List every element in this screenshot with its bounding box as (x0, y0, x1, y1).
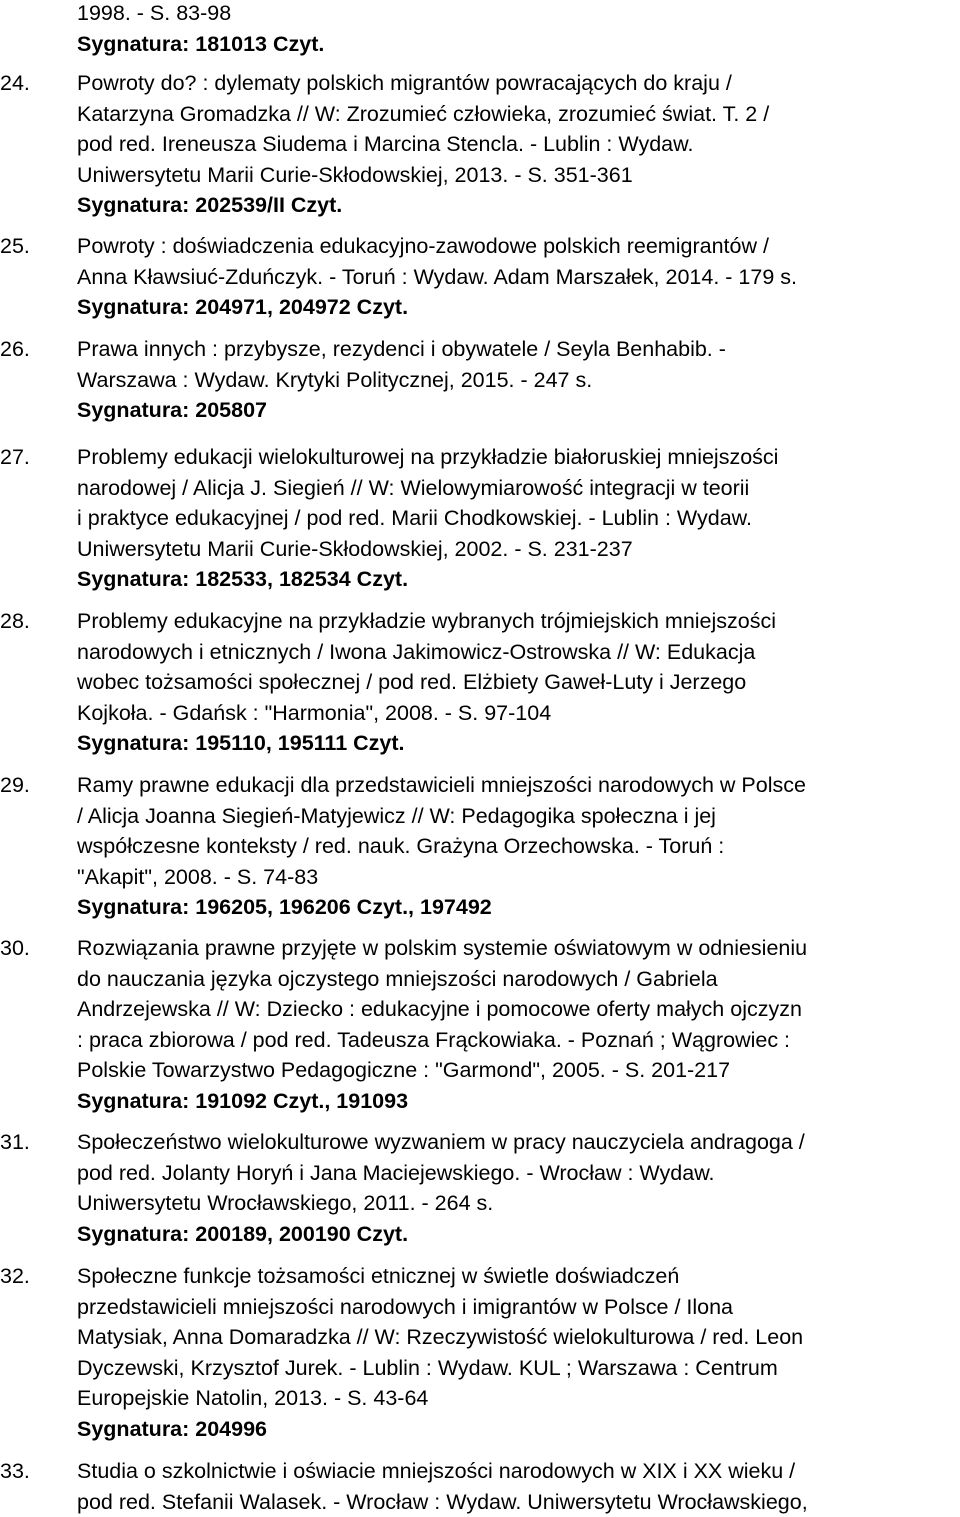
entry-line: Prawa innych : przybysze, rezydenci i obywatele / Seyla Benhabib. - (77, 337, 726, 361)
entry-line: Europejskie Natolin, 2013. - S. 43-64 (77, 1386, 429, 1410)
entry-line: Powroty do? : dylematy polskich migrantów powracających do kraju / (77, 71, 732, 95)
entry-line: wobec tożsamości społecznej / pod red. Elżbiety Gaweł-Luty i Jerzego (77, 670, 747, 694)
entry-line: Uniwersytetu Wrocławskiego, 2011. - 264 s. (77, 1191, 494, 1215)
entry-signature: Sygnatura: 200189, 200190 Czyt. (77, 1221, 409, 1246)
entry-line: do nauczania języka ojczystego mniejszości narodowych / Gabriela (77, 966, 718, 991)
entry-line: Problemy edukacji wielokulturowej na przykładzie białoruskiej mniejszości (77, 445, 779, 469)
entry-number: 27. (0, 445, 30, 469)
entry-number: 29. (0, 773, 30, 797)
entry-signature: Sygnatura: 202539/II Czyt. (77, 193, 343, 217)
entry-signature: Sygnatura: 204971, 204972 Czyt. (77, 295, 409, 319)
entry-line: Społeczne funkcje tożsamości etnicznej w świetle doświadczeń (77, 1264, 680, 1288)
entry-number: 31. (0, 1130, 30, 1154)
entry-line: Powroty : doświadczenia edukacyjno-zawodowe polskich reemigrantów / (77, 234, 769, 258)
entry-number: 30. (0, 936, 30, 960)
entry-line: narodowej / Alicja J. Siegień // W: Wielowymiarowość integracji w teorii (77, 475, 750, 500)
entry-line: "Akapit", 2008. - S. 74-83 (77, 864, 319, 889)
entry-line: Kojkoła. - Gdańsk : "Harmonia", 2008. - S. 97-104 (77, 700, 552, 725)
entry-number: 26. (0, 337, 30, 361)
entry-line: pod red. Ireneusza Siudema i Marcina Stencla. - Lublin : Wydaw. (77, 132, 694, 156)
entry-line: pod red. Stefanii Walasek. - Wrocław : Wydaw. Uniwersytetu Wrocławskiego, (77, 1489, 808, 1514)
entry-line: narodowych i etnicznych / Iwona Jakimowicz-Ostrowska // W: Edukacja (77, 639, 756, 664)
entry-line: Uniwersytetu Marii Curie-Skłodowskiej, 2013. - S. 351-361 (77, 162, 633, 187)
entry-line: : praca zbiorowa / pod red. Tadeusza Frąckowiaka. - Poznań ; Wągrowiec : (77, 1027, 791, 1052)
entry-number: 25. (0, 234, 30, 258)
entry-line: Studia o szkolnictwie i oświacie mniejszości narodowych w XIX i XX wieku / (77, 1459, 796, 1483)
entry-line: Ramy prawne edukacji dla przedstawicieli mniejszości narodowych w Polsce (77, 773, 806, 797)
entry-line: Katarzyna Gromadzka // W: Zrozumieć człowieka, zrozumieć świat. T. 2 / (77, 101, 770, 126)
entry-line: Warszawa : Wydaw. Krytyki Politycznej, 2015. - 247 s. (77, 367, 593, 392)
entry-signature: Sygnatura: 205807 (77, 398, 268, 422)
entry-signature-main: Sygnatura: 196205, 196206 Czyt. (77, 895, 409, 919)
entry-signature-extra: , 191093 (324, 1088, 409, 1113)
entry-line: Rozwiązania prawne przyjęte w polskim systemie oświatowym w odniesieniu (77, 936, 808, 960)
entry-signature-extra: , 197492 (408, 895, 492, 919)
entry-signature-main: Sygnatura: 191092 Czyt. (77, 1088, 325, 1113)
entry-line: Matysiak, Anna Domaradzka // W: Rzeczywistość wielokulturowa / red. Leon (77, 1325, 804, 1349)
entry-number: 33. (0, 1459, 30, 1483)
entry-signature: Sygnatura: 204996 (77, 1416, 268, 1441)
entry-line: 1998. - S. 83-98 (77, 1, 232, 25)
entry-line: pod red. Jolanty Horyń i Jana Maciejewskiego. - Wrocław : Wydaw. (77, 1160, 715, 1185)
entry-number: 28. (0, 609, 30, 633)
entry-line: Andrzejewska // W: Dziecko : edukacyjne i pomocowe oferty małych ojczyzn (77, 997, 802, 1021)
entry-line: Uniwersytetu Marii Curie-Skłodowskiej, 2002. - S. 231-237 (77, 536, 633, 561)
entry-line: Anna Kławsiuć-Zduńczyk. - Toruń : Wydaw. Adam Marszałek, 2014. - 179 s. (77, 264, 797, 289)
entry-signature (77, 892, 957, 923)
entry-signature: Sygnatura: 181013 Czyt. (77, 31, 325, 56)
entry-line: Społeczeństwo wielokulturowe wyzwaniem w pracy nauczyciela andragoga / (77, 1130, 805, 1154)
entry-number: 24. (0, 71, 30, 95)
entry-line: Polskie Towarzystwo Pedagogiczne : "Garmond", 2005. - S. 201-217 (77, 1058, 731, 1082)
entry-line: przedstawicieli mniejszości narodowych i imigrantów w Polsce / Ilona (77, 1294, 734, 1319)
entry-line: / Alicja Joanna Siegień-Matyjewicz // W: Pedagogika społeczna i jej (77, 803, 716, 828)
entry-number: 32. (0, 1264, 30, 1288)
entry-signature: Sygnatura: 195110, 195111 Czyt. (77, 731, 405, 755)
entry-line: Problemy edukacyjne na przykładzie wybranych trójmiejskich mniejszości (77, 609, 777, 633)
entry-line: współczesne konteksty / red. nauk. Grażyna Orzechowska. - Toruń : (77, 834, 725, 858)
entry-line: i praktyce edukacyjnej / pod red. Marii Chodkowskiej. - Lublin : Wydaw. (77, 506, 752, 530)
entry-line: Dyczewski, Krzysztof Jurek. - Lublin : Wydaw. KUL ; Warszawa : Centrum (77, 1355, 778, 1380)
entry-signature: Sygnatura: 182533, 182534 Czyt. (77, 567, 409, 591)
entry-signature (77, 1086, 957, 1117)
